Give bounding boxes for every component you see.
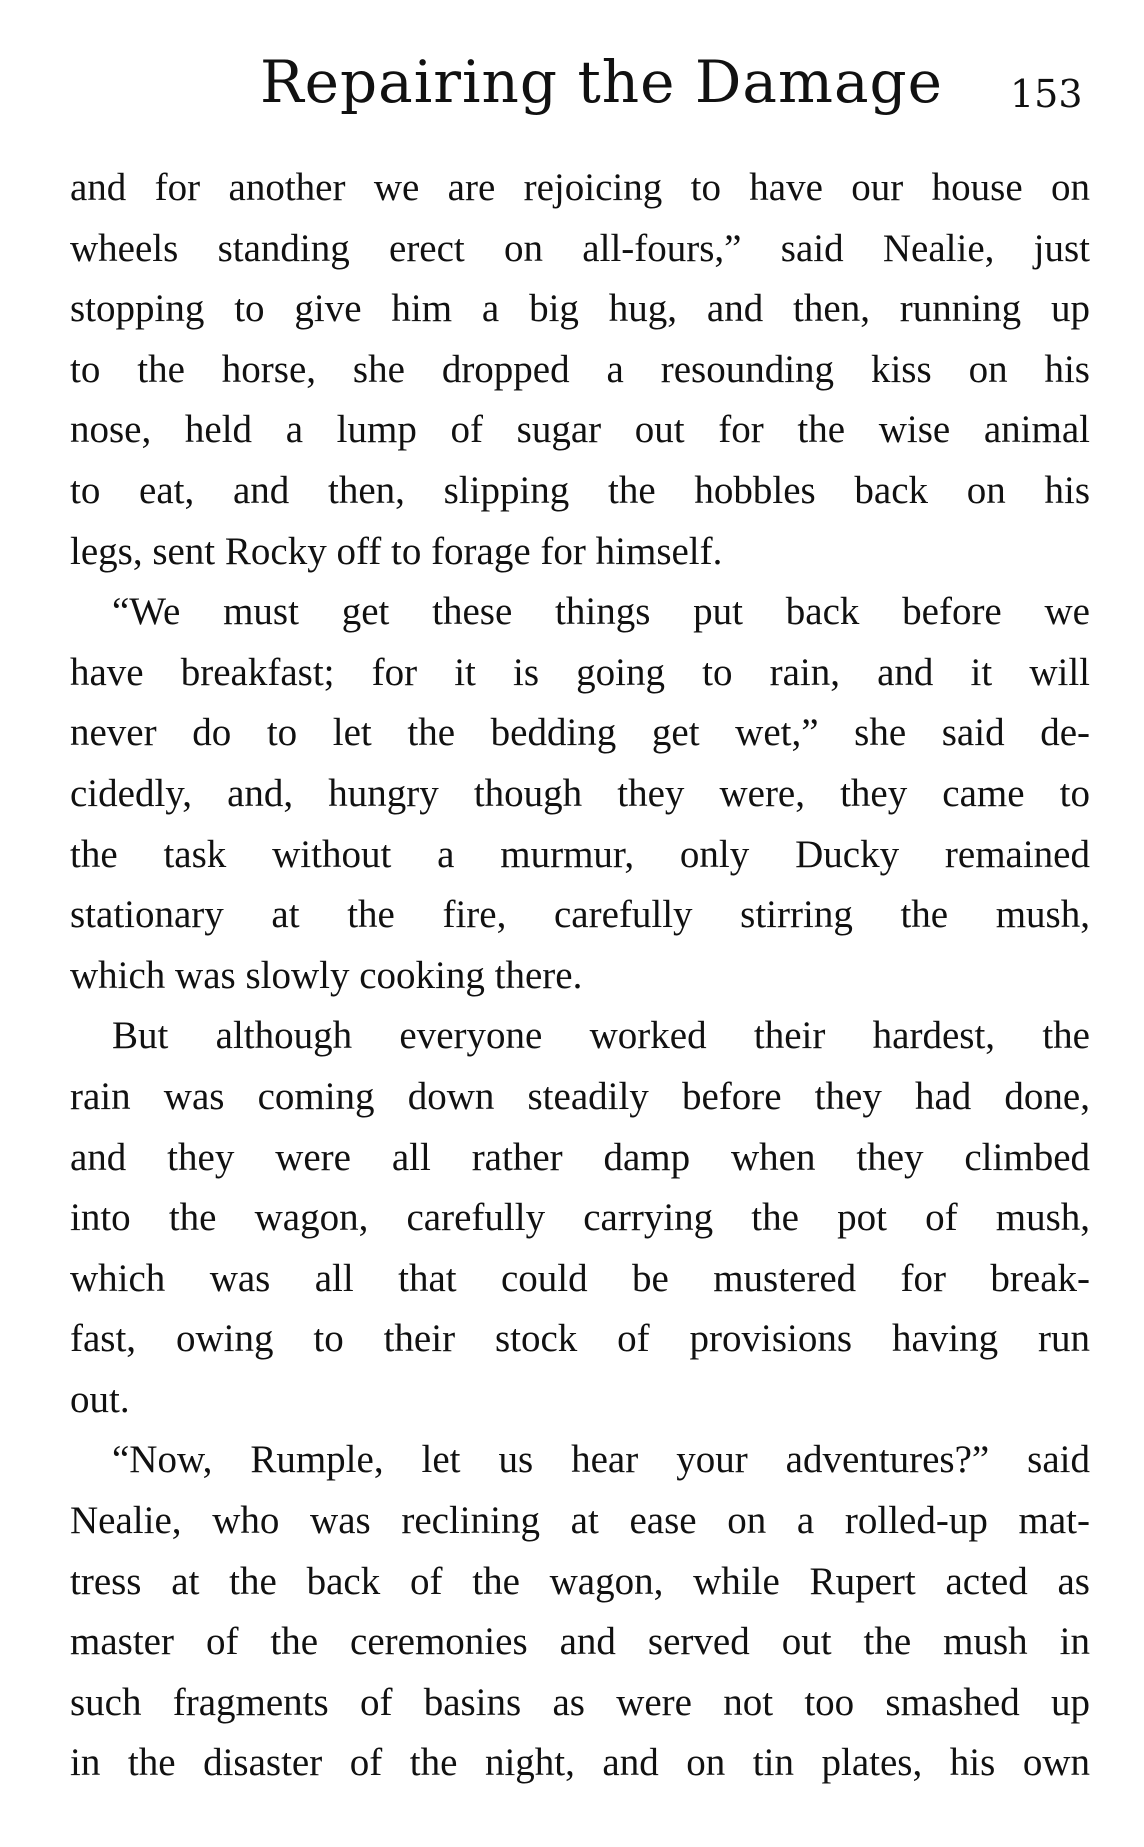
text-line: which was all that could be mustered for break-	[70, 1256, 1090, 1300]
text-line: Nealie, who was reclining at ease on a rolled-up mat-	[70, 1499, 1090, 1543]
text-line: wheels standing erect on all-fours,” said Nealie, just	[70, 226, 1090, 270]
text-line: never do to let the bedding get wet,” she said de-	[70, 711, 1090, 755]
running-head	[0, 48, 1144, 128]
text-line: into the wagon, carefully carrying the pot of mush,	[70, 1196, 1090, 1240]
text-line: which was slowly cooking there.	[70, 953, 583, 997]
text-line: stationary at the fire, carefully stirring the mush,	[70, 893, 1090, 937]
text-line: “We must get these things put back before we	[112, 590, 1090, 634]
text-line: tress at the back of the wagon, while Rupert acted as	[70, 1559, 1090, 1603]
text-line: have breakfast; for it is going to rain, and it will	[70, 650, 1090, 694]
text-line: to the horse, she dropped a resounding kiss on his	[70, 347, 1090, 391]
text-line: fast, owing to their stock of provisions having run	[70, 1317, 1090, 1361]
text-line: stopping to give him a big hug, and then, running up	[70, 287, 1090, 331]
text-line: to eat, and then, slipping the hobbles back on his	[70, 468, 1090, 512]
text-line: in the disaster of the night, and on tin plates, his own	[70, 1741, 1090, 1785]
text-line: rain was coming down steadily before they had done,	[70, 1074, 1090, 1118]
text-line: such fragments of basins as were not too smashed up	[70, 1680, 1090, 1724]
text-line: the task without a murmur, only Ducky remained	[70, 832, 1090, 876]
text-line: out.	[70, 1377, 130, 1421]
text-line: nose, held a lump of sugar out for the wise animal	[70, 408, 1090, 452]
body-text	[70, 158, 1090, 1794]
chapter-title: Repairing the Damage	[260, 48, 943, 116]
page-number: 153	[1010, 72, 1083, 116]
text-line: legs, sent Rocky off to forage for himself.	[70, 529, 723, 573]
text-line: “Now, Rumple, let us hear your adventures?” said	[112, 1438, 1090, 1482]
text-line: and for another we are rejoicing to have our house on	[70, 166, 1090, 209]
text-line: But although everyone worked their hardest, the	[112, 1014, 1090, 1058]
text-line: cidedly, and, hungry though they were, they came to	[70, 771, 1090, 815]
text-line: and they were all rather damp when they climbed	[70, 1135, 1090, 1179]
text-line: master of the ceremonies and served out the mush in	[70, 1620, 1090, 1664]
